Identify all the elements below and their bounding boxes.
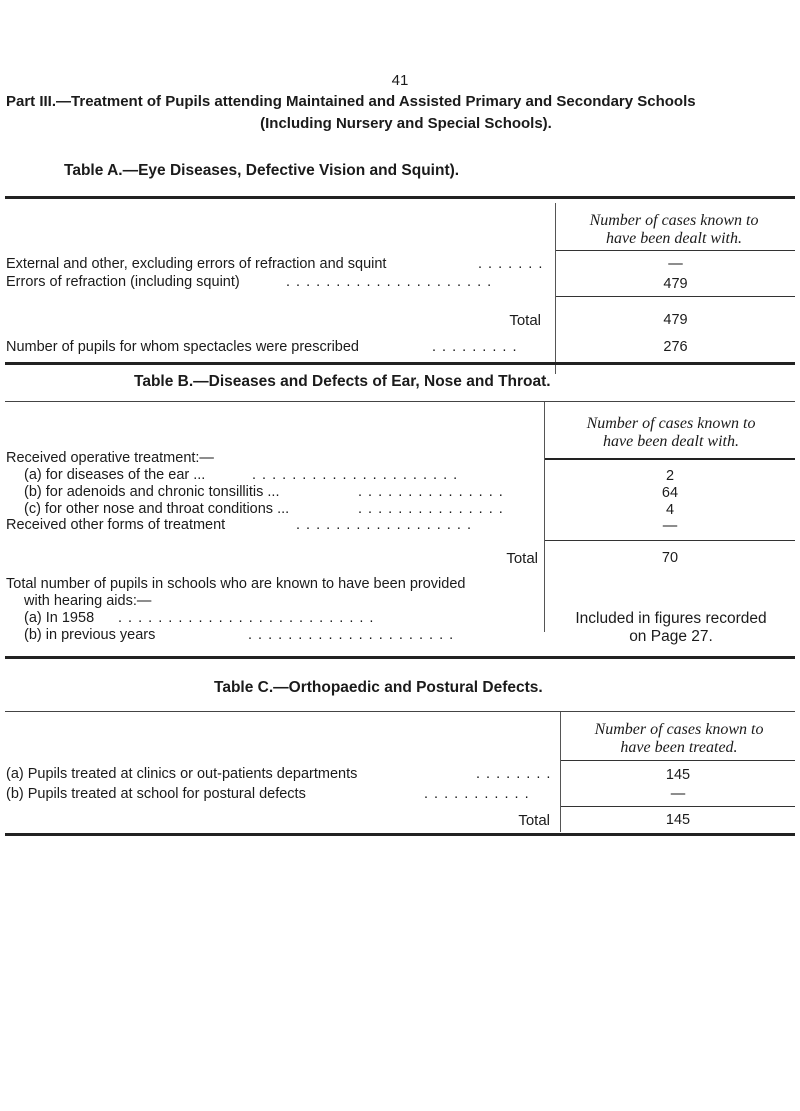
table-b-top-rule <box>5 401 795 402</box>
table-b-row-a-value: 2 <box>665 468 675 484</box>
table-b-row-a-label: (a) for diseases of the ear ... <box>24 467 206 483</box>
table-b-bottom-rule <box>5 656 795 659</box>
table-c-row-b-value: — <box>670 786 686 802</box>
table-c-total-value: 145 <box>665 812 691 828</box>
table-b-row-c-dots: . . . . . . . . . . . . . . . <box>358 501 504 517</box>
table-c-row-a-dots: . . . . . . . . <box>476 766 552 782</box>
table-b-total-label: Total <box>506 550 538 567</box>
table-b-column-heading-line2: have been dealt with. <box>603 433 739 450</box>
table-c-top-rule <box>5 711 795 712</box>
table-b-row-a-dots: . . . . . . . . . . . . . . . . . . . . . <box>252 467 459 483</box>
table-b-other-forms-dots: . . . . . . . . . . . . . . . . . . <box>296 517 472 533</box>
table-b-other-forms-label: Received other forms of treatment <box>6 517 226 533</box>
table-a-bottom-rule <box>5 362 795 365</box>
table-a-row-external <box>6 256 386 272</box>
table-a-column-heading <box>558 212 790 248</box>
table-a-title: Table A.—Eye Diseases, Defective Vision and Squint). <box>64 162 460 179</box>
table-a-total-rule <box>556 296 795 297</box>
page-number: 41 <box>391 72 409 89</box>
table-c-row-a-value: 145 <box>665 767 691 783</box>
table-a-row-external-value: — <box>668 256 683 272</box>
part-title <box>6 91 796 135</box>
table-b-hearing-b-dots: . . . . . . . . . . . . . . . . . . . . . <box>248 627 455 643</box>
table-c-total-rule <box>561 806 795 807</box>
table-c-total-label: Total <box>518 812 550 829</box>
table-b-hearing-note-line2: on Page 27. <box>629 628 713 645</box>
table-a-row-external-label: External and other, excluding errors of refraction and squint <box>6 256 387 272</box>
table-b-title: Table B.—Diseases and Defects of Ear, Nose and Throat. <box>134 373 551 390</box>
table-b-row-b-label: (b) for adenoids and chronic tonsillitis ... <box>24 484 280 500</box>
table-b-hearing-a-dots: . . . . . . . . . . . . . . . . . . . . . . . . . . <box>118 610 375 626</box>
table-b-column-heading <box>548 415 794 451</box>
table-b-column-heading-line1: Number of cases known to <box>586 415 756 432</box>
table-a-spectacles-dots: . . . . . . . . . <box>432 339 518 355</box>
table-a-spectacles-label: Number of pupils for whom spectacles were prescribed <box>6 339 359 355</box>
table-b-hearing-b-label: (b) in previous years <box>24 627 156 643</box>
table-a-row-refraction-value: 479 <box>663 276 688 292</box>
table-b-heading-rule <box>545 458 795 460</box>
table-c-row-a-label: (a) Pupils treated at clinics or out-patients departments <box>6 766 358 782</box>
table-b-total-value: 70 <box>661 550 679 566</box>
table-a-row-refraction <box>6 274 240 290</box>
table-c-column-divider-lower <box>560 806 561 832</box>
part-title-line2: (Including Nursery and Special Schools). <box>260 115 552 132</box>
table-c-row-b-label: (b) Pupils treated at school for postural defects <box>6 786 306 802</box>
table-a-total-value: 479 <box>663 312 688 328</box>
table-b-hearing-note-line1: Included in figures recorded <box>575 610 767 627</box>
table-a-row-refraction-label: Errors of refraction (including squint) <box>6 274 240 290</box>
table-c-heading-rule <box>561 760 795 761</box>
table-c-bottom-rule <box>5 833 795 836</box>
table-b-received-operative-label: Received operative treatment:— <box>6 450 214 466</box>
table-b-hearing-aids-line2: with hearing aids:— <box>24 593 152 609</box>
table-a-row-refraction-dots: . . . . . . . . . . . . . . . . . . . . . <box>286 274 493 290</box>
table-a-column-heading-line2: have been dealt with. <box>606 230 742 247</box>
table-b-hearing-a-label: (a) In 1958 <box>24 610 95 626</box>
table-a-row-external-dots: . . . . . . . <box>478 256 544 272</box>
part-title-line1: Part III.—Treatment of Pupils attending Maintained and Assisted Primary and Secondary Schools <box>6 93 696 110</box>
table-b-row-b-dots: . . . . . . . . . . . . . . . <box>358 484 504 500</box>
table-a-column-heading-line1: Number of cases known to <box>589 212 759 229</box>
table-a-spectacles-value: 276 <box>663 339 688 355</box>
table-c-column-heading-line1: Number of cases known to <box>594 721 764 738</box>
table-c-title: Table C.—Orthopaedic and Postural Defects. <box>214 679 543 696</box>
table-b-total-rule <box>545 540 795 541</box>
table-c-column-heading-line2: have been treated. <box>620 739 738 756</box>
table-b-hearing-aids-line1: Total number of pupils in schools who are known to have been provided <box>6 576 466 592</box>
table-c-column-heading <box>564 721 794 757</box>
table-a-heading-rule <box>556 250 795 251</box>
table-b-row-c-label: (c) for other nose and throat conditions ... <box>24 501 290 517</box>
table-b-row-b-value: 64 <box>661 485 679 501</box>
table-b-row-c-value: 4 <box>665 502 675 518</box>
table-b-other-forms-value: — <box>662 518 678 534</box>
table-a-total-label: Total <box>509 312 541 329</box>
table-a-spectacles-row <box>6 339 359 355</box>
table-a-top-rule <box>5 196 795 199</box>
table-c-row-b-dots: . . . . . . . . . . . <box>424 786 530 802</box>
